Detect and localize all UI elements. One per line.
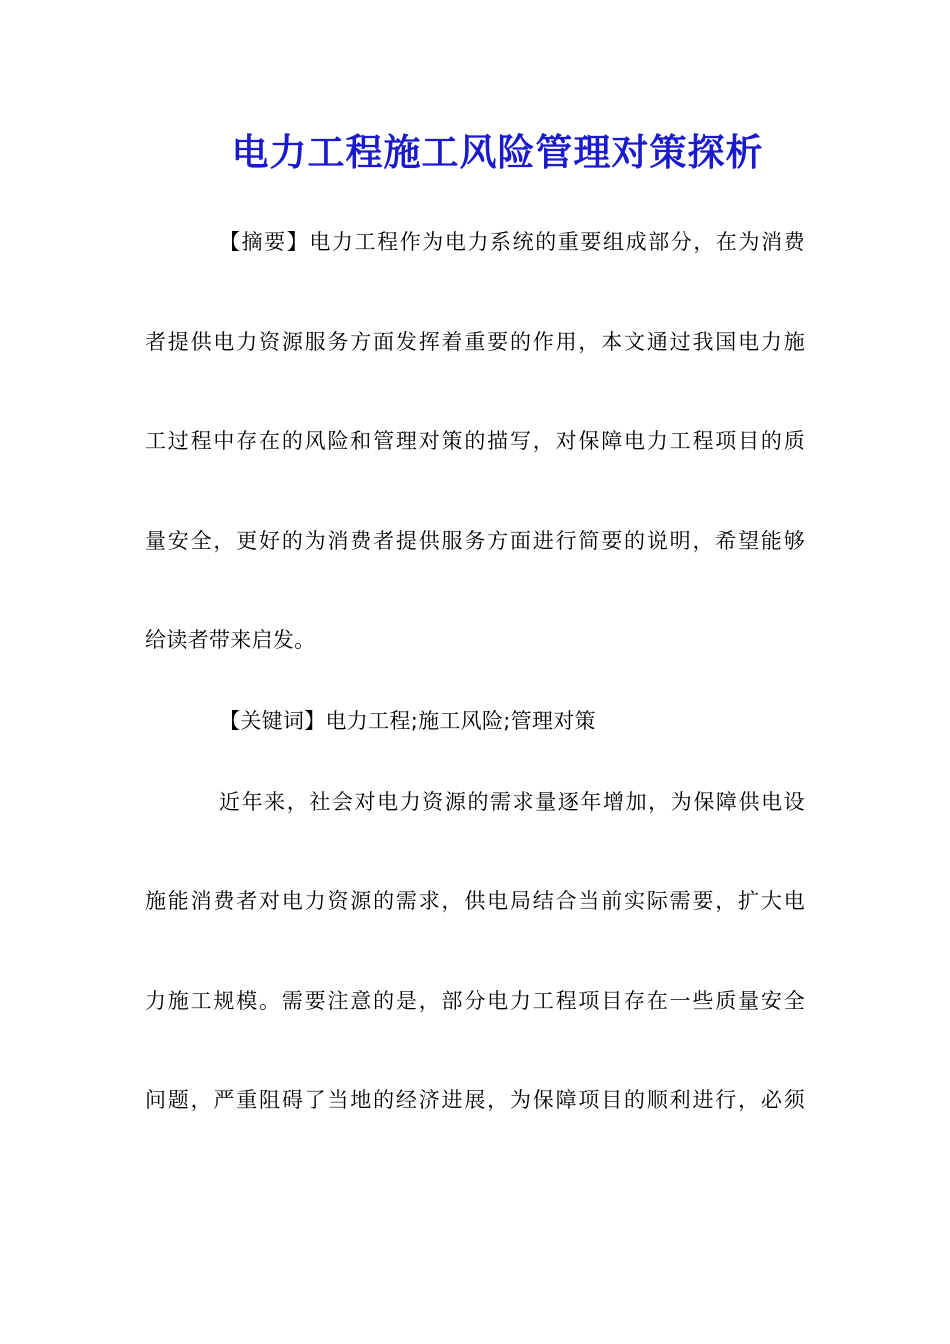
abstract-line-5: 给读者带来启发。 <box>145 628 316 652</box>
body-line-1: 近年来，社会对电力资源的需求量逐年增加，为保障供电设 <box>219 790 805 814</box>
body-line-2: 施能消费者对电力资源的需求，供电局结合当前实际需要，扩大电 <box>145 889 805 913</box>
abstract-line-3: 工过程中存在的风险和管理对策的描写，对保障电力工程项目的质 <box>145 429 805 453</box>
abstract-line-1: 【摘要】电力工程作为电力系统的重要组成部分，在为消费 <box>219 230 805 254</box>
body-line-4: 问题，严重阻碍了当地的经济进展，为保障项目的顺利进行，必须 <box>145 1088 805 1112</box>
abstract-line-2: 者提供电力资源服务方面发挥着重要的作用，本文通过我国电力施 <box>145 330 805 354</box>
keywords-line: 【关键词】电力工程;施工风险;管理对策 <box>219 709 596 733</box>
document-title: 电力工程施工风险管理对策探析 <box>231 130 764 174</box>
abstract-line-4: 量安全，更好的为消费者提供服务方面进行简要的说明，希望能够 <box>145 529 805 553</box>
body-line-3: 力施工规模。需要注意的是，部分电力工程项目存在一些质量安全 <box>145 989 805 1013</box>
